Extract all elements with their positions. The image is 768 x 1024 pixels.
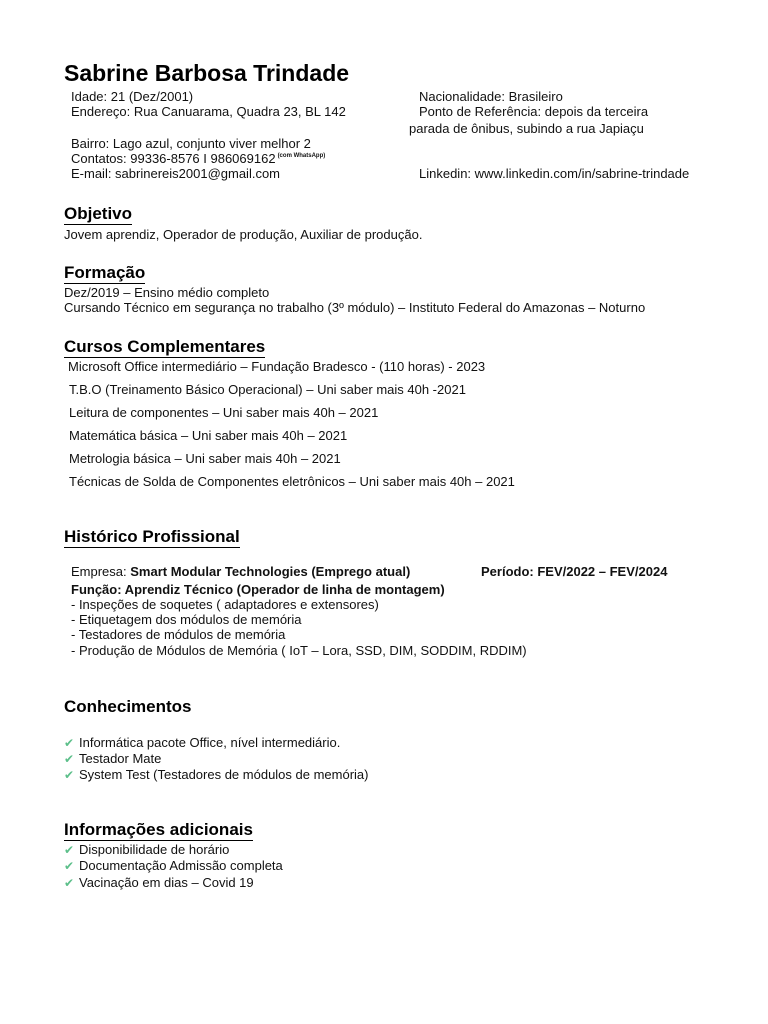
task-item: - Inspeções de soquetes ( adaptadores e extensores) [71,597,379,612]
candidate-name: Sabrine Barbosa Trindade [64,60,350,86]
empresa-name: Smart Modular Technologies (Emprego atual) [130,564,411,579]
formacao-line: Dez/2019 – Ensino médio completo [64,285,270,300]
reference-point-cont: parada de ônibus, subindo a rua Japiaçu [409,121,644,136]
whatsapp-note: (com WhatsApp) [277,153,326,159]
list-item: ✔ Vacinação em dias – Covid 19 [64,875,254,890]
curso-item: Técnicas de Solda de Componentes eletrônicos – Uni saber mais 40h – 2021 [69,474,515,489]
check-icon: ✔ [64,859,75,873]
task-item: - Produção de Módulos de Memória ( IoT – Lora, SSD, DIM, SODDIM, RDDIM) [71,643,527,658]
check-icon: ✔ [64,752,75,766]
check-icon: ✔ [64,876,75,890]
section-title-cursos: Cursos Complementares [64,337,266,356]
list-item: ✔ Disponibilidade de horário [64,842,230,857]
list-item: ✔ Testador Mate [64,751,162,766]
formacao-line: Cursando Técnico em segurança no trabalho (3º módulo) – Instituto Federal do Amazonas – Noturno [64,300,646,315]
list-item: ✔ Documentação Admissão completa [64,858,283,873]
check-icon: ✔ [64,843,75,857]
section-title-objetivo: Objetivo [64,204,133,223]
age: Idade: 21 (Dez/2001) [71,89,194,104]
contacts [71,151,325,166]
contact-phones: Contatos: 99336-8576 I 986069162 [71,151,276,166]
funcao: Função: Aprendiz Técnico (Operador de linha de montagem) [71,582,445,597]
curso-item: Matemática básica – Uni saber mais 40h – 2021 [69,428,348,443]
reference-point: Ponto de Referência: depois da terceira [419,104,649,119]
objetivo-text: Jovem aprendiz, Operador de produção, Auxiliar de produção. [64,227,423,242]
curso-item: Microsoft Office intermediário – Fundação Bradesco - (110 horas) - 2023 [68,359,486,374]
list-item: ✔ System Test (Testadores de módulos de memória) [64,767,369,782]
nationality: Nacionalidade: Brasileiro [419,89,563,104]
section-title-formacao: Formação [64,263,146,282]
curso-item: Metrologia básica – Uni saber mais 40h – 2021 [69,451,341,466]
list-item: ✔ Informática pacote Office, nível intermediário. [64,735,341,750]
section-title-adicionais: Informações adicionais [64,820,253,839]
email: E-mail: sabrinereis2001@gmail.com [71,166,280,181]
neighborhood: Bairro: Lago azul, conjunto viver melhor 2 [71,136,311,151]
curso-item: T.B.O (Treinamento Básico Operacional) – Uni saber mais 40h -2021 [69,382,466,397]
linkedin: Linkedin: www.linkedin.com/in/sabrine-trindade [419,166,690,181]
section-title-conhecimentos: Conhecimentos [64,697,192,716]
empresa-line [71,564,410,579]
curso-item: Leitura de componentes – Uni saber mais 40h – 2021 [69,405,379,420]
check-icon: ✔ [64,736,75,750]
address: Endereço: Rua Canuarama, Quadra 23, BL 142 [71,104,346,119]
task-item: - Etiquetagem dos módulos de memória [71,612,302,627]
task-item: - Testadores de módulos de memória [71,627,286,642]
periodo: Período: FEV/2022 – FEV/2024 [481,564,668,579]
empresa-label: Empresa: [71,564,127,579]
section-title-historico: Histórico Profissional [64,527,240,546]
check-icon: ✔ [64,768,75,782]
